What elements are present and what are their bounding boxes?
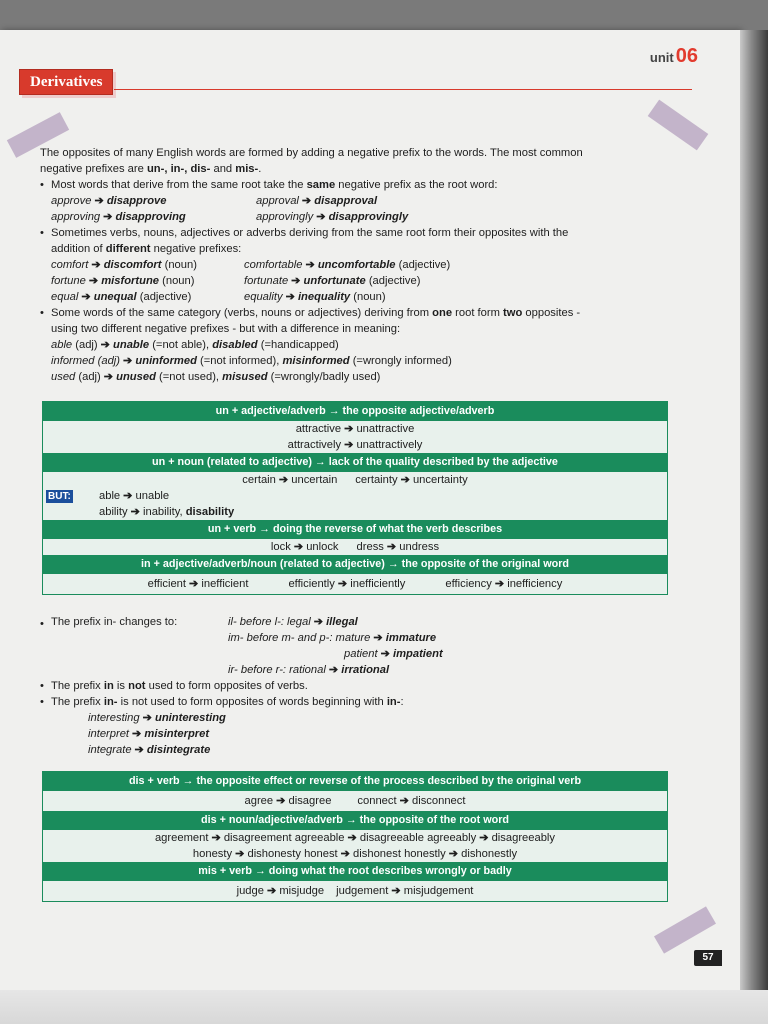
but-badge: BUT: <box>48 491 71 502</box>
but-line-1: able ➔ unable <box>99 490 170 502</box>
scanner-bed <box>0 990 768 1024</box>
example-row: informed (adj) ➔ uninformed (=not informed), misinformed (=wrongly informed) <box>51 355 452 367</box>
rule-example: attractively ➔ unattractively <box>287 439 423 451</box>
rule-header: un + verb → doing the reverse of what the verb describes <box>43 520 667 539</box>
rule-header: mis + verb → doing what the root describes wrongly or badly <box>43 862 667 881</box>
example-row: approving ➔ disapproving approvingly ➔ disapprovingly <box>51 211 409 223</box>
title-rule <box>114 89 692 90</box>
but-example <box>43 488 667 504</box>
rule-example: honesty ➔ dishonesty honest ➔ dishonest honestly ➔ dishonestly <box>192 848 518 860</box>
bullet-different-prefix: • Sometimes verbs, nouns, adjectives or adverbs deriving from the same root form their opposites with the <box>40 225 650 241</box>
rule-header: dis + noun/adjective/adverb → the opposite of the root word <box>43 811 667 830</box>
example-row: used (adj) ➔ unused (=not used), misused (=wrongly/badly used) <box>51 371 381 383</box>
but-example <box>43 504 667 520</box>
bullet-same-prefix: • Most words that derive from the same root take the same negative prefix as the root word: <box>40 177 650 193</box>
rule-example: efficient ➔ inefficient efficiently ➔ inefficiently efficiency ➔ inefficiency <box>147 578 563 590</box>
note-words-in: • The prefix in- is not used to form opposites of words beginning with in-: <box>40 694 650 710</box>
rule-example: certain ➔ uncertain certainty ➔ uncertainty <box>242 474 468 486</box>
unit-number: 06 <box>675 45 698 67</box>
intro-line-1: The opposites of many English words are formed by adding a negative prefix to the words. The most common <box>40 147 583 159</box>
example-row: equal ➔ unequal (adjective) equality ➔ inequality (noun) <box>51 291 386 303</box>
note-no-verbs: • The prefix in is not used to form opposites of verbs. <box>40 678 650 694</box>
bullet-two-opposites: • Some words of the same category (verbs, nouns or adjectives) deriving from one root form two opposites - <box>40 305 650 321</box>
example-row: fortune ➔ misfortune (noun) fortunate ➔ unfortunate (adjective) <box>51 275 421 287</box>
rules-box-un-in <box>42 401 668 595</box>
but-line-2: ability ➔ inability, disability <box>99 506 235 518</box>
prefix-in-section <box>40 614 650 758</box>
intro-section <box>40 145 650 385</box>
page-title: Derivatives <box>19 69 113 95</box>
page-number: 57 <box>694 950 722 966</box>
rule-example: agree ➔ disagree connect ➔ disconnect <box>244 795 466 807</box>
example-row: interesting ➔ uninteresting <box>88 712 226 724</box>
rule-example: attractive ➔ unattractive <box>295 423 415 435</box>
prefix-in-row: patient ➔ impatient <box>344 648 443 660</box>
rule-header: dis + verb → the opposite effect or reverse of the process described by the original verb <box>43 772 667 791</box>
example-row: approve ➔ disapprove approval ➔ disapproval <box>51 195 378 207</box>
prefix-in-row: • The prefix in- changes to: il- before l-: legal ➔ illegal <box>40 614 650 630</box>
rule-example: lock ➔ unlock dress ➔ undress <box>270 541 440 553</box>
rule-header: in + adjective/adverb/noun (related to adjective) → the opposite of the original word <box>43 555 667 574</box>
prefix-in-row: im- before m- and p-: mature ➔ immature <box>228 632 437 644</box>
rule-example: judge ➔ misjudge judgement ➔ misjudgement <box>236 885 474 897</box>
page-edge <box>740 30 768 990</box>
bullet-different-prefix-line2: addition of different negative prefixes: <box>51 243 242 255</box>
rule-header: un + noun (related to adjective) → lack of the quality described by the adjective <box>43 453 667 472</box>
rule-example: agreement ➔ disagreement agreeable ➔ disagreeable agreeably ➔ disagreeably <box>154 832 556 844</box>
example-row: interpret ➔ misinterpret <box>88 728 210 740</box>
unit-label: unit 06 <box>649 45 698 67</box>
rules-box-dis-mis <box>42 771 668 902</box>
example-row: able (adj) ➔ unable (=not able), disabled (=handicapped) <box>51 339 339 351</box>
bullet-two-opposites-line2: using two different negative prefixes - but with a difference in meaning: <box>51 323 401 335</box>
intro-line-2: negative prefixes are un-, in-, dis- and mis-. <box>40 163 262 175</box>
example-row: comfort ➔ discomfort (noun) comfortable ➔ uncomfortable (adjective) <box>51 259 451 271</box>
rule-header: un + adjective/adverb → the opposite adjective/adverb <box>43 402 667 421</box>
prefix-in-row: ir- before r-: rational ➔ irrational <box>228 664 390 676</box>
example-row: integrate ➔ disintegrate <box>88 744 211 756</box>
